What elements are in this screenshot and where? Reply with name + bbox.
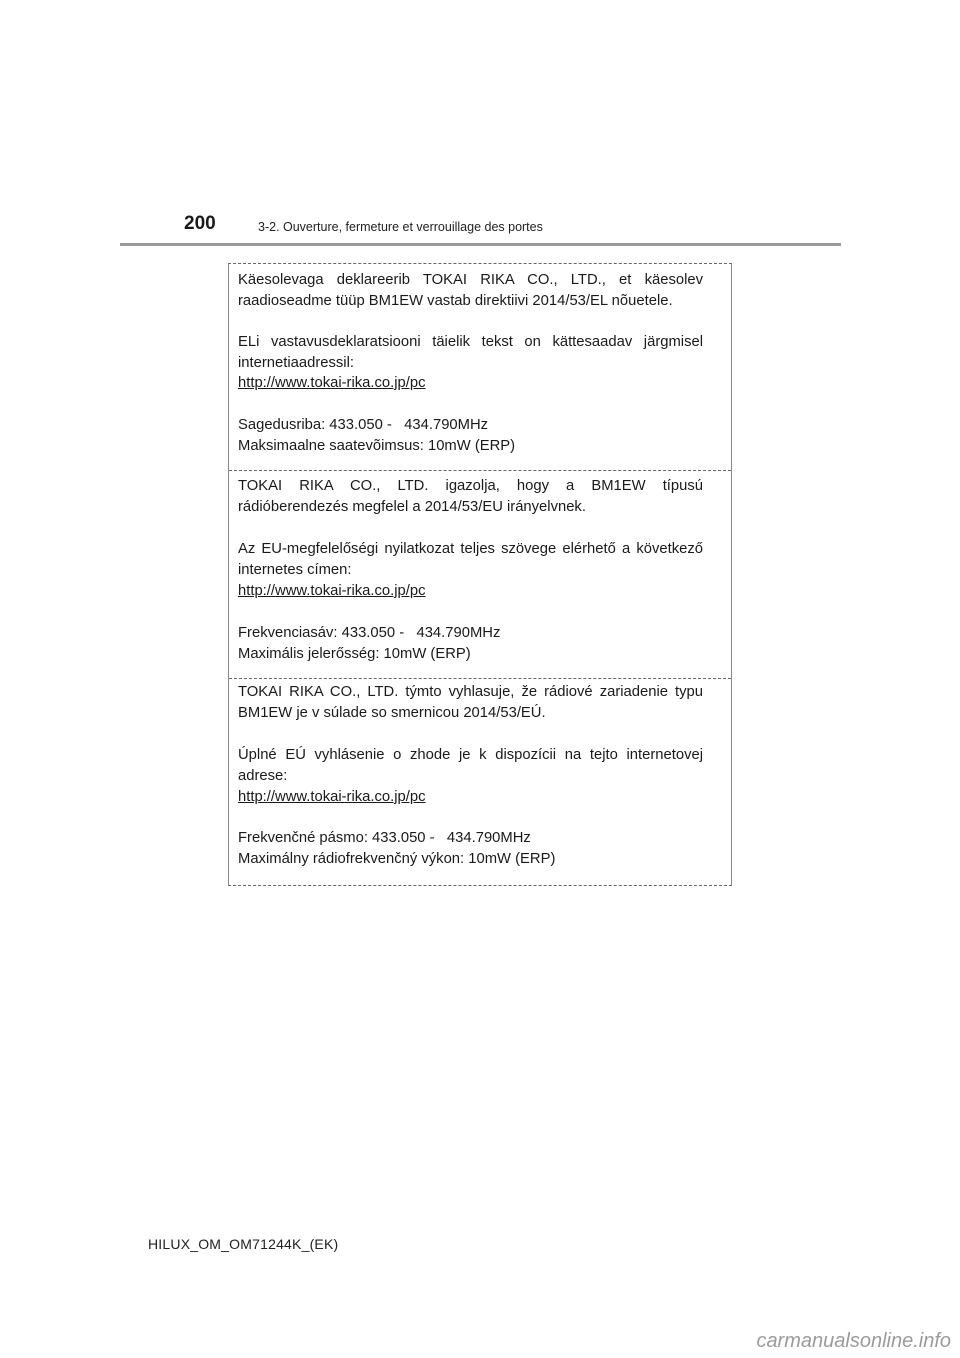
availability-text: Az EU-megfelelőségi nyilatkozat teljes szövege elérhető a következő internetes címen: bbox=[238, 541, 703, 578]
header-rule bbox=[120, 243, 841, 246]
declaration-url-link[interactable]: http://www.tokai-rika.co.jp/pc bbox=[238, 789, 426, 805]
power-text: Maximális jelerősség: 10mW (ERP) bbox=[238, 646, 471, 662]
frequency-text: Frekvenčné pásmo: 433.050 - 434.790MHz bbox=[238, 830, 531, 846]
power-text: Maximálny rádiofrekvenčný výkon: 10mW (ERP) bbox=[238, 851, 556, 867]
declaration-section-hungarian bbox=[229, 470, 731, 678]
document-code: HILUX_OM_OM71244K_(EK) bbox=[148, 1236, 339, 1252]
declaration-text: TOKAI RIKA CO., LTD. týmto vyhlasuje, že rádiové zariadenie typu BM1EW je v súlade so smernicou 2014/53/EÚ. bbox=[238, 684, 703, 721]
declaration-box bbox=[228, 263, 732, 886]
section-title: 3-2. Ouverture, fermeture et verrouillage des portes bbox=[258, 220, 543, 234]
declaration-url-link[interactable]: http://www.tokai-rika.co.jp/pc bbox=[238, 583, 426, 599]
frequency-text: Sagedusriba: 433.050 - 434.790MHz bbox=[238, 417, 489, 433]
power-text: Maksimaalne saatevõimsus: 10mW (ERP) bbox=[238, 438, 516, 454]
page-number: 200 bbox=[184, 213, 216, 234]
declaration-section-estonian bbox=[229, 264, 731, 469]
availability-text: ELi vastavusdeklaratsiooni täielik tekst on kättesaadav järgmisel internetiaadressil: bbox=[238, 334, 703, 371]
declaration-text: Käesolevaga deklareerib TOKAI RIKA CO., LTD., et käesolev raadioseadme tüüp BM1EW vastab direktiivi 2014/53/EL nõuetele. bbox=[238, 272, 703, 309]
declaration-text: TOKAI RIKA CO., LTD. igazolja, hogy a BM1EW típusú rádióberendezés megfelel a 2014/53/EU irányelvnek. bbox=[238, 478, 703, 515]
watermark: carmanualsonline.info bbox=[756, 1330, 951, 1352]
declaration-url-link[interactable]: http://www.tokai-rika.co.jp/pc bbox=[238, 375, 426, 391]
frequency-text: Frekvenciasáv: 433.050 - 434.790MHz bbox=[238, 625, 501, 641]
declaration-section-slovak bbox=[229, 678, 731, 886]
availability-text: Úplné EÚ vyhlásenie o zhode je k dispozícii na tejto internetovej adrese: bbox=[238, 747, 703, 784]
